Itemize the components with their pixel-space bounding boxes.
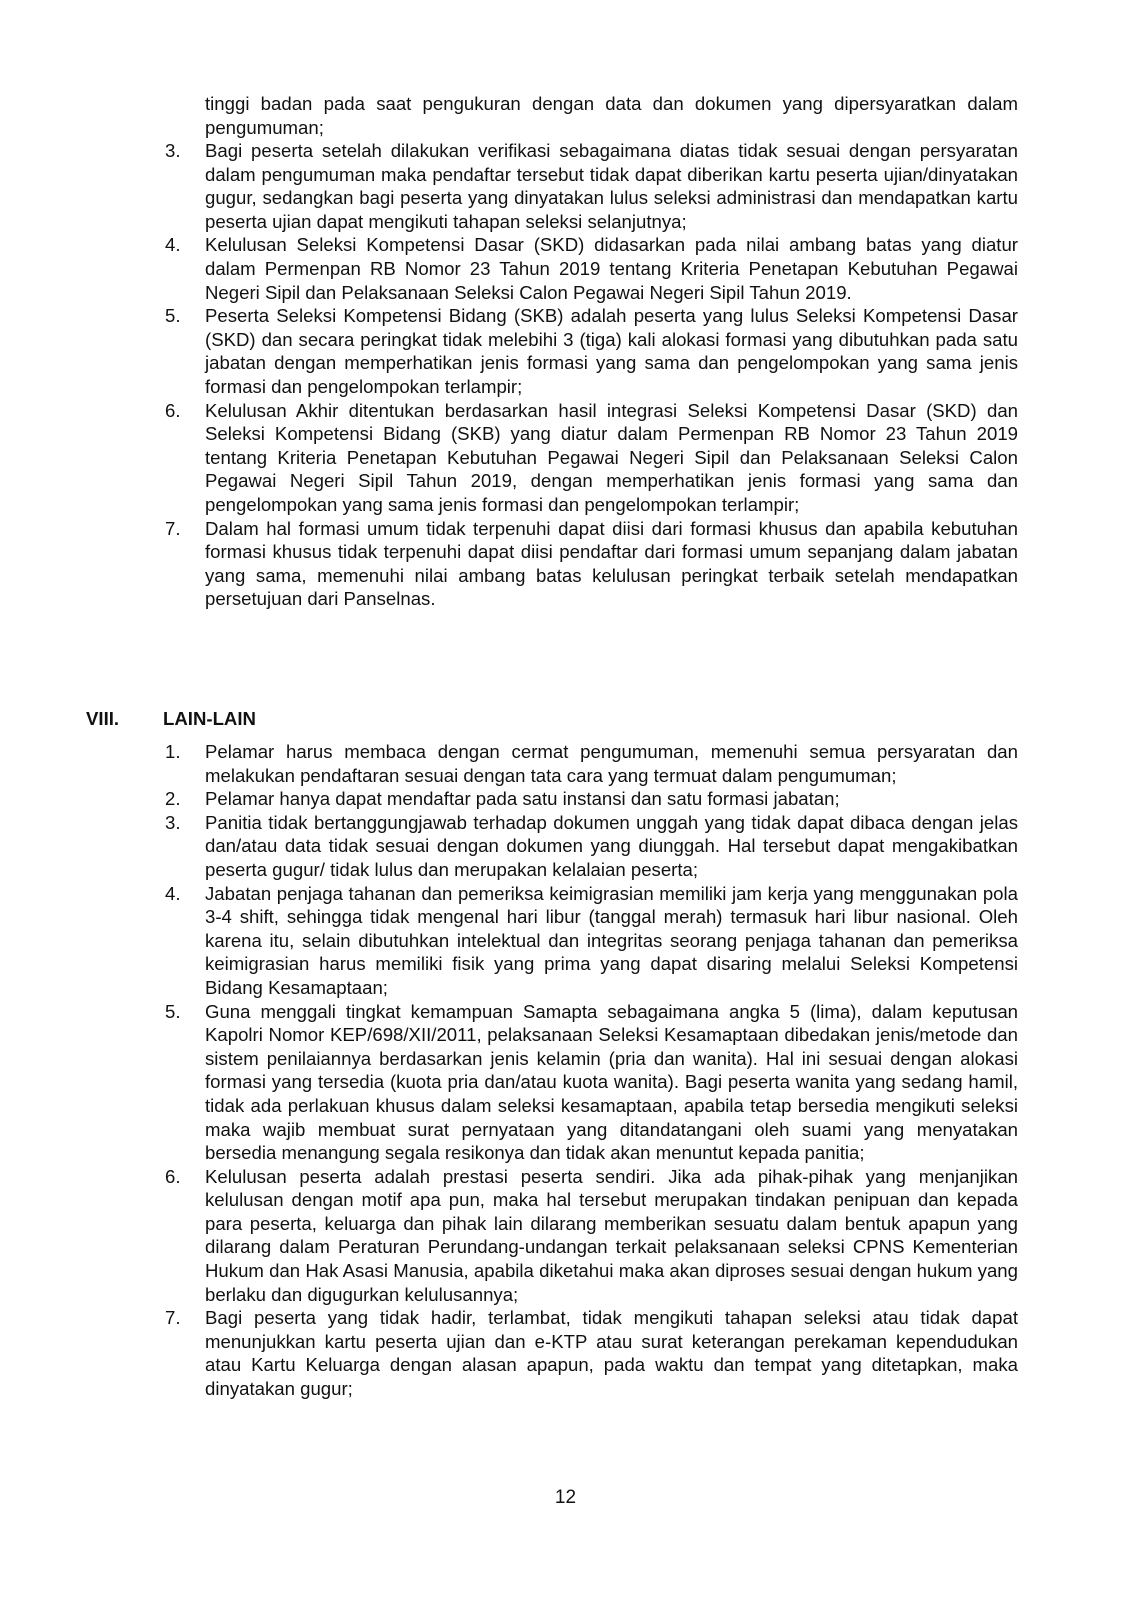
- list-item: [165, 1165, 1018, 1307]
- list-item: [165, 304, 1018, 398]
- list-item-text: Kelulusan Akhir ditentukan berdasarkan hasil integrasi Seleksi Kompetensi Dasar (SKD) dan Seleksi Kompetensi Bidang (SKB) yang diatur dalam Permenpan RB Nomor 23 Tahun 2019 tentang Kriteria Penetapan Kebutuhan Pegawai Negeri Sipil dan Pelaksanaan Seleksi Calon Pegawai Negeri Sipil Tahun 2019, dengan memperhatikan jenis formasi yang sama dan pengelompokan yang sama jenis formasi dan pengelompokan terlampir;: [205, 399, 1018, 515]
- list-item-text: Bagi peserta yang tidak hadir, terlambat, tidak mengikuti tahapan seleksi atau tidak dapat menunjukkan kartu peserta ujian dan e-KTP atau surat keterangan perekaman kependudukan atau Kartu Keluarga dengan alasan apapun, pada waktu dan tempat yang ditetapkan, maka dinyatakan gugur;: [205, 1307, 1018, 1400]
- list-item: [165, 1306, 1018, 1400]
- list-item-text: Kelulusan peserta adalah prestasi peserta sendiri. Jika ada pihak-pihak yang menjanjikan kelulusan dengan motif apa pun, maka hal tersebut merupakan tindakan penipuan dan kepada para peserta, keluarga dan pihak lain dilarang memberikan sesuatu dalam bentuk apapun yang dilarang dalam Peraturan Perundang-undangan terkait pelaksanaan seleksi CPNS Kementerian Hukum dan Hak Asasi Manusia, apabila diketahui maka akan diproses sesuai dengan hukum yang berlaku dan digugurkan kelulusannya;: [205, 1165, 1018, 1305]
- section-number: VIII.: [86, 708, 120, 729]
- list-item: [165, 1000, 1018, 1165]
- list-item-number: 5.: [165, 1000, 181, 1022]
- list-item: [165, 787, 1018, 811]
- list-item-number: 3.: [165, 140, 181, 161]
- list-item-number: 4.: [165, 234, 181, 256]
- list-item: [165, 139, 1018, 233]
- list-item: [165, 811, 1018, 882]
- continuation-text: tinggi badan pada saat pengukuran dengan data dan dokumen yang dipersyaratkan dalam pengumuman;: [205, 93, 1018, 138]
- list-item-text: Pelamar harus membaca dengan cermat pengumuman, memenuhi semua persyaratan dan melakukan pendaftaran sesuai dengan tata cara yang termuat dalam pengumuman;: [205, 741, 1018, 786]
- list-item: [165, 740, 1018, 787]
- list-item-text: Peserta Seleksi Kompetensi Bidang (SKB) adalah peserta yang lulus Seleksi Kompetensi Dasar (SKD) dan secara peringkat tidak melebihi 3 (tiga) kali alokasi formasi yang dibutuhkan pada satu jabatan dengan memperhatikan jenis formasi yang sama dan pengelompokan yang sama jenis formasi dan pengelompokan terlampir;: [205, 305, 1018, 397]
- section-title: LAIN-LAIN: [163, 708, 256, 729]
- list-item: [165, 517, 1018, 611]
- list-item: [165, 399, 1018, 517]
- list-item-number: 6.: [165, 399, 181, 421]
- list-item-number: 2.: [165, 788, 181, 810]
- list-item: [165, 882, 1018, 1000]
- list-item-text: Panitia tidak bertanggungjawab terhadap dokumen unggah yang tidak dapat dibaca dengan jelas dan/atau data tidak sesuai dengan dokumen yang diunggah. Hal tersebut dapat mengakibatkan peserta gugur/ tidak lulus dan merupakan kelalaian peserta;: [205, 811, 1018, 880]
- page-number: 12: [554, 1487, 577, 1508]
- other-provisions-list: [165, 740, 1018, 1401]
- list-item-number: 5.: [165, 305, 181, 327]
- list-item-number: 7.: [165, 517, 181, 539]
- list-item-text: Pelamar hanya dapat mendaftar pada satu instansi dan satu formasi jabatan;: [205, 788, 840, 810]
- continuation-block: [205, 92, 1018, 139]
- list-item-number: 7.: [165, 1307, 181, 1329]
- list-item-number: 3.: [165, 811, 181, 833]
- list-item-text: Dalam hal formasi umum tidak terpenuhi dapat diisi dari formasi khusus dan apabila kebutuhan formasi khusus tidak terpenuhi dapat diisi pendaftar dari formasi umum sepanjang dalam jabatan yang sama, memenuhi nilai ambang batas kelulusan peringkat terbaik setelah mendapatkan persetujuan dari Panselnas.: [205, 517, 1018, 610]
- list-item-number: 6.: [165, 1165, 181, 1187]
- list-item-text: Guna menggali tingkat kemampuan Samapta sebagaimana angka 5 (lima), dalam keputusan Kapolri Nomor KEP/698/XII/2011, pelaksanaan Seleksi Kesamaptaan dibedakan jenis/metode dan sistem penilaiannya berdasarkan jenis kelamin (pria dan wanita). Hal ini sesuai dengan alokasi formasi yang tersedia (kuota pria dan/atau kuota wanita). Bagi peserta wanita yang sedang hamil, tidak ada perlakuan khusus dalam seleksi kesamaptaan, apabila tetap bersedia mengikuti seleksi maka wajib membuat surat pernyataan yang ditandatangani oleh suami yang menyatakan bersedia menangung segala resikonya dan tidak akan menuntut kepada panitia;: [205, 1000, 1018, 1164]
- list-item: [165, 233, 1018, 304]
- requirements-list: [165, 139, 1018, 611]
- list-item-text: Jabatan penjaga tahanan dan pemeriksa keimigrasian memiliki jam kerja yang menggunakan pola 3-4 shift, sehingga tidak mengenal hari libur (tanggal merah) termasuk hari libur nasional. Oleh karena itu, selain dibutuhkan intelektual dan integritas seorang penjaga tahanan dan pemeriksa keimigrasian harus memiliki fisik yang prima yang dapat disaring melalui Seleksi Kompetensi Bidang Kesamaptaan;: [205, 882, 1018, 998]
- list-item-text: Bagi peserta setelah dilakukan verifikasi sebagaimana diatas tidak sesuai dengan persyaratan dalam pengumuman maka pendaftar tersebut tidak dapat diberikan kartu peserta ujian/dinyatakan gugur, sedangkan bagi peserta yang dinyatakan lulus seleksi administrasi dan mendapatkan kartu peserta ujian dapat mengikuti tahapan seleksi selanjutnya;: [205, 140, 1018, 232]
- list-item-text: Kelulusan Seleksi Kompetensi Dasar (SKD) didasarkan pada nilai ambang batas yang diatur dalam Permenpan RB Nomor 23 Tahun 2019 tentang Kriteria Penetapan Kebutuhan Pegawai Negeri Sipil dan Pelaksanaan Seleksi Calon Pegawai Negeri Sipil Tahun 2019.: [205, 234, 1018, 303]
- list-item-number: 1.: [165, 741, 181, 762]
- list-item-number: 4.: [165, 882, 181, 904]
